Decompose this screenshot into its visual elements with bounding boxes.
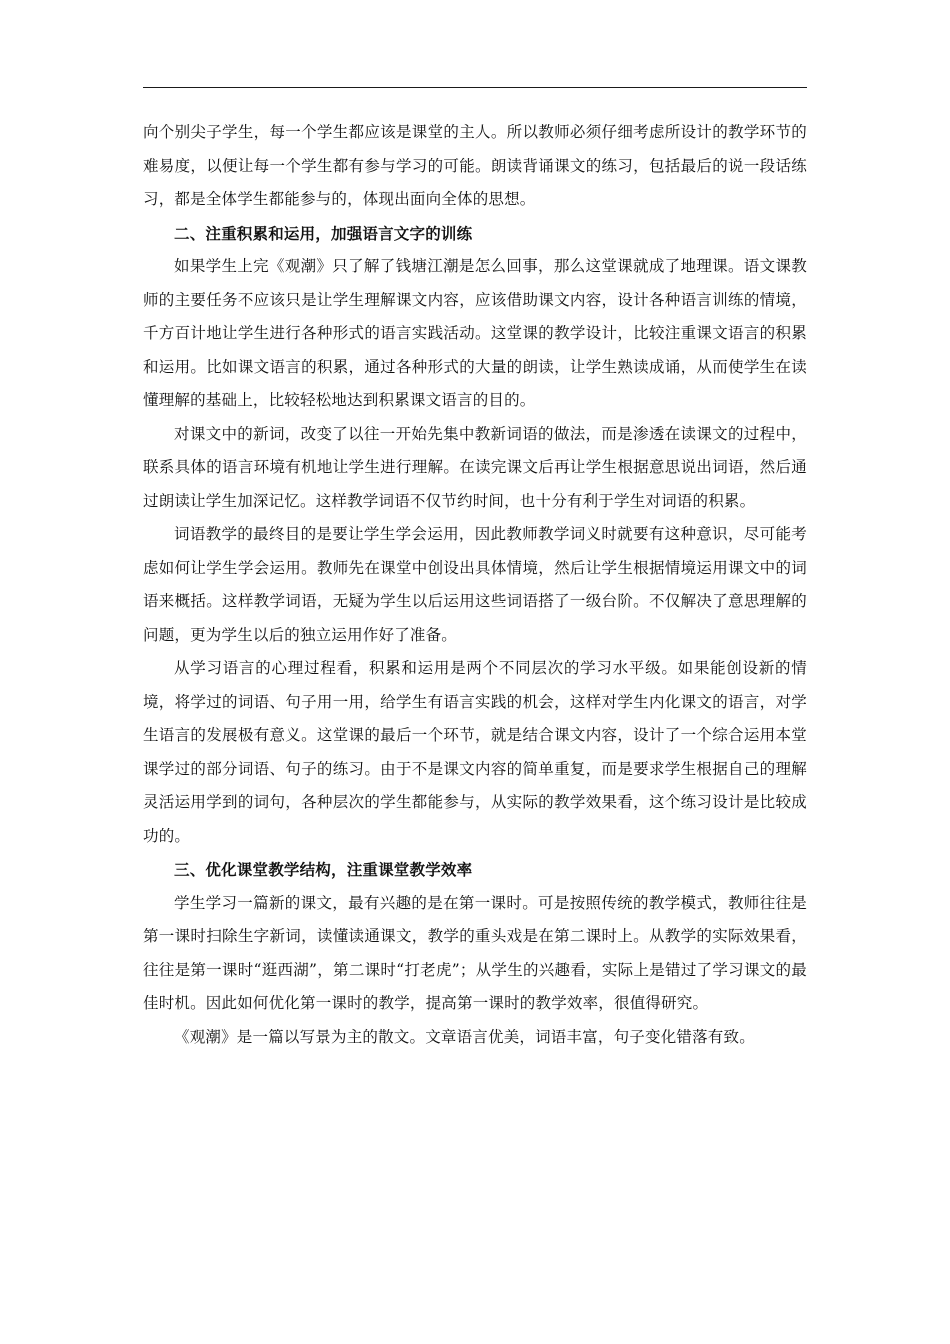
section-heading-2: 二、注重积累和运用，加强语言文字的训练 <box>174 223 473 243</box>
paragraph-7: 《观潮》是一篇以写景为主的散文。文章语言优美，词语丰富，句子变化错落有致。 <box>174 1027 755 1046</box>
paragraph-1: 向个别尖子学生，每一个学生都应该是课堂的主人。所以教师必须仔细考虑所设计的教学环节的难易度，以便让每一个学生都有参与学习的可能。朗读背诵课文的练习，包括最后的说一段话练习，都是全体学生都能参与的，体现出面向全体的思想。 <box>143 123 807 208</box>
paragraph-4: 词语教学的最终目的是要让学生学会运用，因此教师教学词义时就要有这种意识，尽可能考虑如何让学生学会运用。教师先在课堂中创设出具体情境，然后让学生根据情境运用课文中的词语来概括。这样教学词语，无疑为学生以后运用这些词语搭了一级台阶。不仅解决了意思理解的问题，更为学生以后的独立运用作好了准备。 <box>143 525 807 644</box>
section-heading-3: 三、优化课堂教学结构，注重课堂教学效率 <box>174 860 473 879</box>
paragraph-2: 如果学生上完《观潮》只了解了钱塘江潮是怎么回事，那么这堂课就成了地理课。语文课教师的主要任务不应该只是让学生理解课文内容，应该借助课文内容，设计各种语言训练的情境，千方百计地让学生进行各种形式的语言实践活动。这堂课的教学设计，比较注重课文语言的积累和运用。比如课文语言的积累，通过各种形式的大量的朗读，让学生熟读成诵，从而使学生在读懂理解的基础上，比较轻松地达到积累课文语言的目的。 <box>143 257 807 409</box>
document-body <box>143 116 807 1054</box>
paragraph-5: 从学习语言的心理过程看，积累和运用是两个不同层次的学习水平级。如果能创设新的情境，将学过的词语、句子用一用，给学生有语言实践的机会，这样对学生内化课文的语言，对学生语言的发展极有意义。这堂课的最后一个环节，就是结合课文内容，设计了一个综合运用本堂课学过的部分词语、句子的练习。由于不是课文内容的简单重复，而是要求学生根据自己的理解灵活运用学到的词句，各种层次的学生都能参与，从实际的教学效果看，这个练习设计是比较成功的。 <box>143 659 807 845</box>
header-rule <box>143 87 807 88</box>
paragraph-3: 对课文中的新词，改变了以往一开始先集中教新词语的做法，而是渗透在读课文的过程中，联系具体的语言环境有机地让学生进行理解。在读完课文后再让学生根据意思说出词语，然后通过朗读让学生加深记忆。这样教学词语不仅节约时间，也十分有利于学生对词语的积累。 <box>143 424 807 510</box>
paragraph-6: 学生学习一篇新的课文，最有兴趣的是在第一课时。可是按照传统的教学模式，教师往往是第一课时扫除生字新词，读懂读通课文，教学的重头戏是在第二课时上。从教学的实际效果看，往往是第一课时“逛西湖”，第二课时“打老虎”；从学生的兴趣看，实际上是错过了学习课文的最佳时机。因此如何优化第一课时的教学，提高第一课时的教学效率，很值得研究。 <box>143 893 807 1012</box>
